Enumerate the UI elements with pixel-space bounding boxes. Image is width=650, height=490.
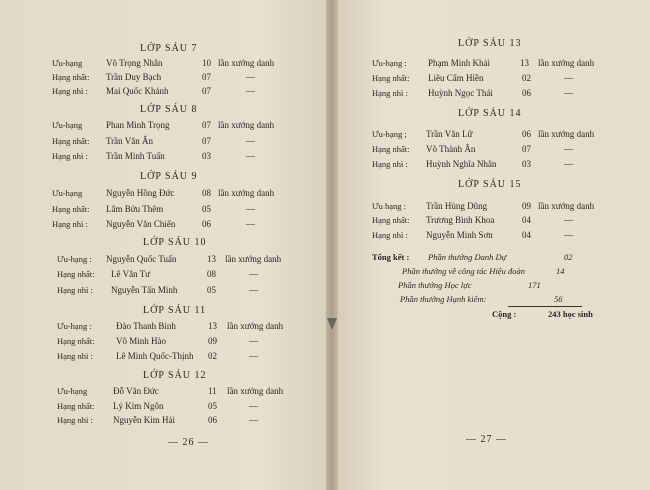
row-name: Trần Hùng Dũng (426, 201, 488, 211)
row-note: — (564, 230, 573, 240)
row-value: 02 (522, 73, 531, 83)
row-label: Ưu-hạng (57, 386, 88, 396)
row-value: 10 (202, 58, 211, 68)
book-spine (326, 0, 338, 490)
row-value: 07 (202, 72, 211, 82)
row-name: Trương Bình Khoa (426, 215, 495, 225)
table-row (372, 58, 632, 72)
row-name: Võ Minh Hào (116, 336, 166, 346)
row-label: Hạng nhất: (57, 269, 95, 279)
row-value: 08 (207, 269, 216, 279)
row-value: 03 (522, 159, 531, 169)
row-name: Nguyễn Văn Chiến (106, 219, 176, 229)
page-number-left: — 26 — (168, 437, 209, 448)
row-value: 05 (207, 285, 216, 295)
summary-divider (508, 306, 582, 307)
table-row (57, 269, 312, 283)
row-label: Ưu-hạng (52, 188, 83, 198)
table-row (52, 72, 312, 86)
row-note: — (249, 415, 258, 425)
row-note: — (246, 72, 255, 82)
row-note: — (249, 401, 258, 411)
row-value: 06 (202, 219, 211, 229)
row-value: 11 (208, 386, 217, 396)
row-label: Hạng nhì : (372, 159, 408, 169)
row-name: Võ Trọng Nhân (106, 58, 163, 68)
table-row (52, 58, 312, 72)
row-name: Đào Thanh Bình (116, 321, 176, 331)
row-value: 04 (522, 215, 531, 225)
table-row (372, 215, 632, 229)
row-note: — (564, 159, 573, 169)
row-name: Trần Văn Lữ (426, 129, 473, 139)
row-note: — (249, 351, 258, 361)
row-label: Hạng nhất: (57, 336, 95, 346)
row-note: — (246, 86, 255, 96)
row-label: Hạng nhất: (57, 401, 95, 411)
row-label: Hạng nhì : (372, 230, 408, 240)
row-value: 07 (522, 144, 531, 154)
row-name: Phạm Minh Khải (428, 58, 490, 68)
row-name: Võ Thành Ân (426, 144, 476, 154)
row-note: — (564, 73, 573, 83)
table-row (57, 415, 312, 429)
table-row (52, 219, 312, 233)
page-number-right: — 27 — (466, 434, 507, 445)
row-label: Ưu-hạng (52, 58, 83, 68)
row-note: lần xướng danh (218, 188, 275, 198)
row-value: 08 (202, 188, 211, 198)
row-note: lần xướng danh (538, 129, 595, 139)
row-note: lần xướng danh (218, 120, 275, 130)
row-note: — (564, 88, 573, 98)
row-label: Hạng nhì : (52, 219, 88, 229)
table-row (52, 204, 312, 218)
table-row (57, 321, 312, 335)
row-label: Hạng nhì : (52, 151, 88, 161)
table-row (52, 120, 312, 134)
row-name: Mai Quốc Khánh (106, 86, 169, 96)
row-name: Lê Văn Tư (111, 269, 151, 279)
row-note: — (246, 219, 255, 229)
row-name: Huỳnh Nghĩa Nhân (426, 159, 497, 169)
row-note: lần xướng danh (538, 58, 595, 68)
summary-line-value: 56 (554, 294, 563, 304)
summary-line-label: Phần thưởng Học lực (398, 280, 472, 290)
row-name: Nguyễn Hồng Đức (106, 188, 175, 198)
row-name: Nguyễn Tấn Minh (111, 285, 178, 295)
table-row (57, 401, 312, 415)
row-note: lần xướng danh (218, 58, 275, 68)
section-heading: LỚP SÁU 10 (143, 237, 207, 248)
table-row (372, 88, 632, 102)
row-name: Lý Kim Ngôn (113, 401, 164, 411)
row-note: — (249, 336, 258, 346)
section-heading: LỚP SÁU 11 (143, 305, 207, 316)
row-value: 07 (202, 86, 211, 96)
summary-line (398, 280, 598, 294)
summary-line-value: 02 (564, 252, 573, 262)
row-note: lần xướng danh (225, 254, 282, 264)
table-row (372, 73, 632, 87)
summary-line-label: Phần thưởng Hạnh kiểm: (400, 294, 487, 304)
section-heading: LỚP SÁU 8 (140, 104, 198, 115)
row-name: Liêu Cẩm Hiền (428, 73, 484, 83)
row-value: 13 (207, 254, 216, 264)
table-row (52, 136, 312, 150)
row-name: Nguyễn Minh Sơn (426, 230, 493, 240)
spine-notch-icon (327, 318, 337, 330)
row-name: Lâm Bửu Thêm (106, 204, 164, 214)
table-row (52, 188, 312, 202)
row-label: Hạng nhì : (372, 88, 408, 98)
row-note: — (249, 285, 258, 295)
summary-total-label: Cộng : (492, 309, 517, 319)
row-value: 13 (208, 321, 217, 331)
table-row (57, 285, 312, 299)
row-label: Ưu hạng : (372, 201, 406, 211)
row-value: 07 (202, 120, 211, 130)
row-note: — (249, 269, 258, 279)
table-row (372, 129, 632, 143)
section-heading: LỚP SÁU 9 (140, 171, 198, 182)
summary-line (402, 266, 602, 280)
row-value: 06 (522, 88, 531, 98)
row-label: Hạng nhì : (57, 285, 93, 295)
row-label: Ưu-hạng : (57, 254, 92, 264)
row-value: 06 (522, 129, 531, 139)
row-note: — (246, 151, 255, 161)
row-label: Hạng nhất: (52, 136, 90, 146)
row-note: — (246, 136, 255, 146)
row-note: — (246, 204, 255, 214)
row-label: Hạng nhì : (57, 351, 93, 361)
table-row (57, 386, 312, 400)
table-row (372, 230, 632, 244)
table-row (372, 201, 632, 215)
table-row (372, 159, 632, 173)
row-value: 04 (522, 230, 531, 240)
row-value: 05 (208, 401, 217, 411)
row-label: Ưu-hạng (52, 120, 83, 130)
table-row (57, 351, 312, 365)
row-name: Trần Duy Bạch (106, 72, 162, 82)
row-note: lần xướng danh (227, 321, 284, 331)
table-row (57, 336, 312, 350)
row-value: 09 (208, 336, 217, 346)
row-name: Trần Minh Tuấn (106, 151, 165, 161)
row-name: Trần Văn Ân (106, 136, 154, 146)
section-heading: LỚP SÁU 13 (458, 38, 522, 49)
row-name: Lê Minh Quốc-Thịnh (116, 351, 194, 361)
row-name: Nguyễn Kim Hải (113, 415, 175, 425)
table-row (52, 86, 312, 100)
row-name: Phan Minh Trọng (106, 120, 170, 130)
summary-line-label: Phần thưởng Danh Dự (428, 252, 507, 262)
summary-title: Tổng kết : (372, 252, 410, 262)
row-value: 05 (202, 204, 211, 214)
table-row (372, 144, 632, 158)
row-note: lần xướng danh (227, 386, 284, 396)
row-label: Hạng nhì : (57, 415, 93, 425)
table-row (57, 254, 312, 268)
row-note: — (564, 215, 573, 225)
row-label: Hạng nhất: (52, 72, 90, 82)
row-value: 06 (208, 415, 217, 425)
row-value: 13 (520, 58, 529, 68)
row-label: Hạng nhất: (372, 144, 410, 154)
row-value: 09 (522, 201, 531, 211)
row-name: Nguyễn Quốc Tuấn (106, 254, 177, 264)
section-heading: LỚP SÁU 7 (140, 43, 198, 54)
summary-line-value: 14 (556, 266, 565, 276)
row-name: Đỗ Văn Đức (113, 386, 159, 396)
section-heading: LỚP SÁU 14 (458, 108, 522, 119)
row-note: — (564, 144, 573, 154)
row-label: Ưu-hạng : (372, 58, 407, 68)
row-label: Hạng nhất: (372, 215, 410, 225)
section-heading: LỚP SÁU 15 (458, 179, 522, 190)
row-value: 02 (208, 351, 217, 361)
row-label: Hạng nhất: (372, 73, 410, 83)
summary-line-label: Phần thưởng về công tác Hiệu đoàn (402, 266, 525, 276)
row-label: Ưu-hạng ; (372, 129, 407, 139)
row-label: Ưu-hạng : (57, 321, 92, 331)
row-name: Huỳnh Ngọc Thái (428, 88, 493, 98)
section-heading: LỚP SÁU 12 (143, 370, 207, 381)
row-label: Hạng nhất: (52, 204, 90, 214)
row-value: 07 (202, 136, 211, 146)
row-value: 03 (202, 151, 211, 161)
table-row (52, 151, 312, 165)
row-note: lần xướng danh (538, 201, 595, 211)
summary-line-value: 171 (528, 280, 541, 290)
summary-total-value: 243 học sinh (548, 309, 593, 319)
summary-line (428, 252, 608, 266)
row-label: Hạng nhì : (52, 86, 88, 96)
